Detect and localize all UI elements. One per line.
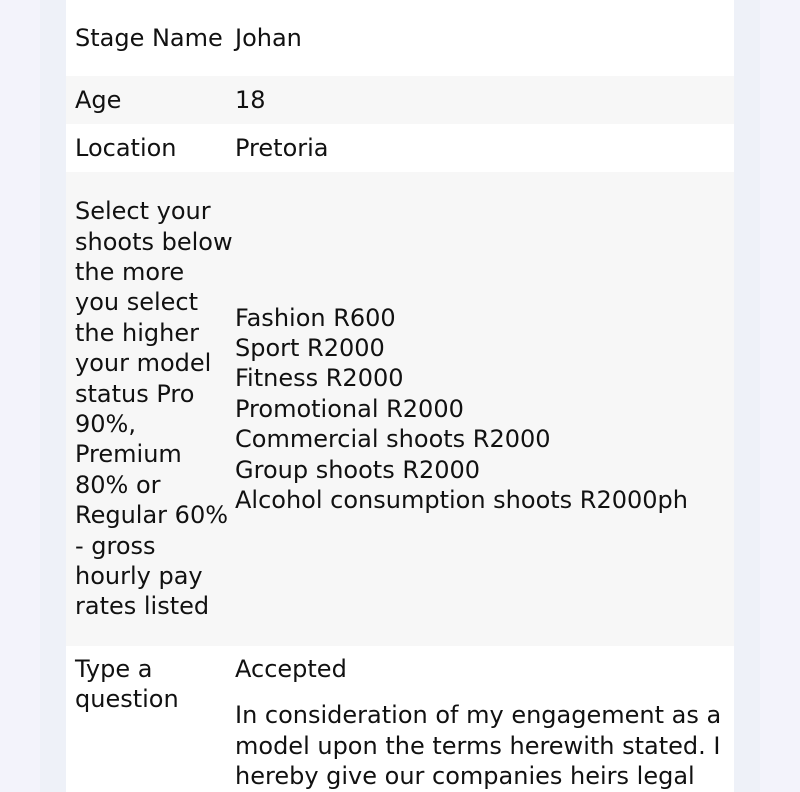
table-row-question xyxy=(66,646,734,792)
location-label: Location xyxy=(75,133,177,162)
age-value: 18 xyxy=(235,76,734,124)
page-background xyxy=(40,0,760,792)
shoot-item-group: Group shoots R2000 xyxy=(235,455,481,484)
submission-details-card xyxy=(66,0,734,792)
table-row-stage-name xyxy=(66,0,734,76)
shoot-item-alcohol: Alcohol consumption shoots R2000ph xyxy=(235,486,688,515)
age-label: Age xyxy=(66,76,235,124)
terms-text: In consideration of my engagement as a model upon the terms herewith stated. I hereby give our companies heirs legal xyxy=(235,701,722,791)
stage-name-label: Stage Name xyxy=(75,23,223,52)
stage-name-value: Johan xyxy=(235,23,302,52)
question-label: Type a question xyxy=(75,655,179,714)
shoot-item-promotional: Promotional R2000 xyxy=(235,394,464,423)
shoot-item-fashion: Fashion R600 xyxy=(235,303,396,332)
location-value: Pretoria xyxy=(235,133,329,162)
submission-details-table xyxy=(66,0,734,792)
question-status: Accepted xyxy=(235,655,347,683)
table-row-shoots xyxy=(66,172,734,646)
shoot-item-sport: Sport R2000 xyxy=(235,333,385,362)
shoot-item-fitness: Fitness R2000 xyxy=(235,364,404,393)
shoots-list xyxy=(235,172,734,646)
shoot-item-commercial: Commercial shoots R2000 xyxy=(235,425,551,454)
table-row-location xyxy=(66,124,734,172)
question-answer xyxy=(235,646,734,792)
table-row-age xyxy=(66,76,734,124)
shoots-label: Select your shoots below the more you select the higher your model status Pro 90%, Premium 80% or Regular 60% - gross hourly pay rates listed xyxy=(66,172,235,646)
